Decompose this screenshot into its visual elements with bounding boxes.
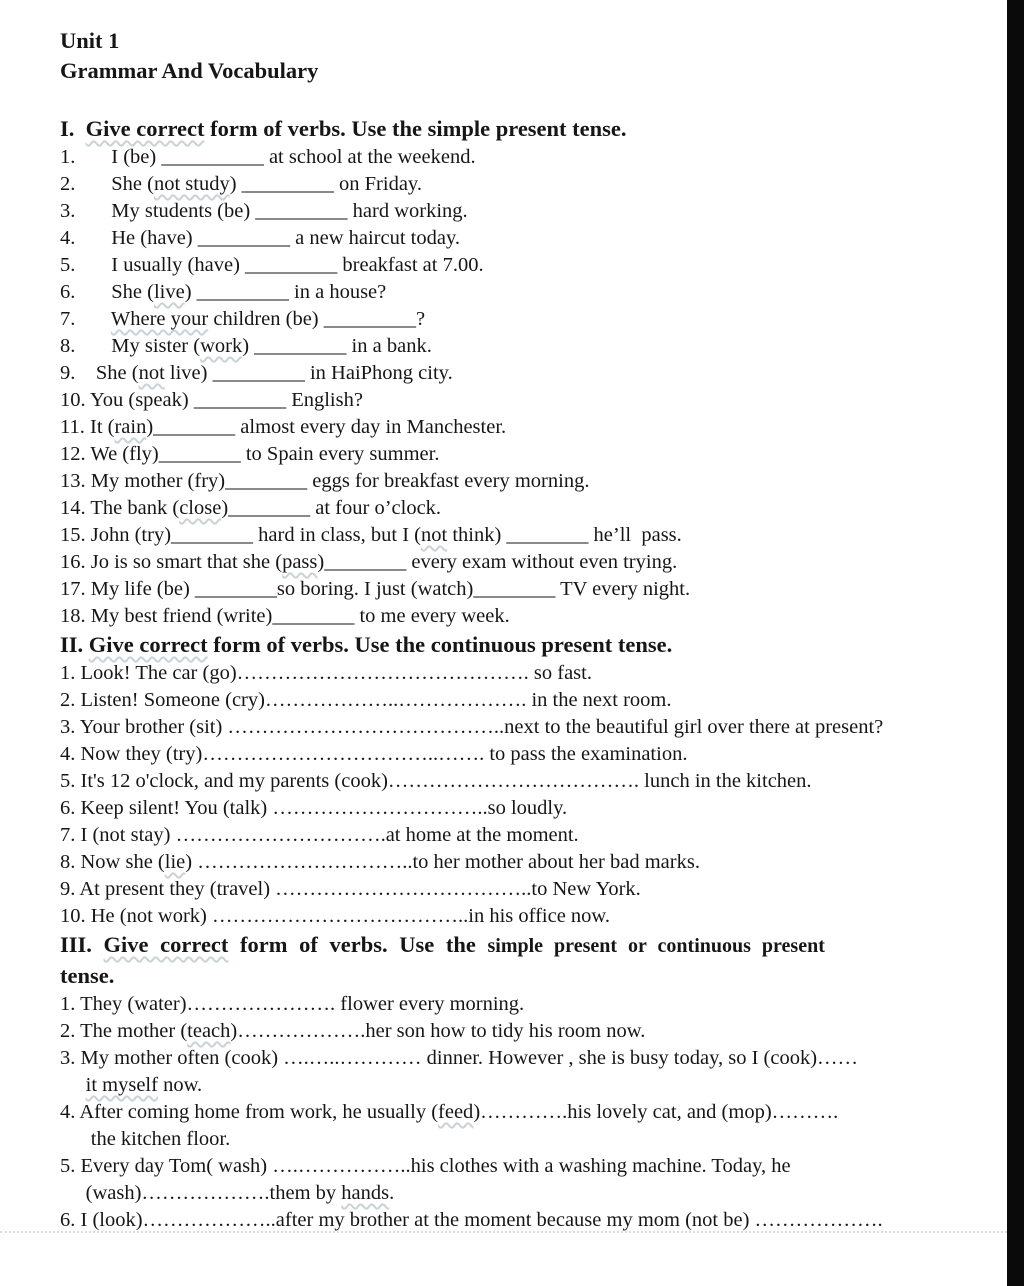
grammar-flagged-word: feed	[438, 1101, 474, 1123]
section-ii	[60, 630, 964, 930]
exercise-item-line	[60, 876, 964, 903]
title-block	[60, 26, 964, 86]
text-segment	[60, 1074, 86, 1096]
text-segment: )________ almost every day in Manchester.	[146, 416, 507, 438]
exercise-item-line	[60, 1045, 964, 1072]
text-segment: 10. He (not work) ………………………………..in his office now.	[60, 905, 611, 927]
text-segment: 6. Keep silent! You (talk) …………………………..so loudly.	[60, 797, 568, 819]
exercise-item-line	[60, 1099, 964, 1126]
exercise-item-line	[60, 1180, 964, 1207]
section-heading-line	[60, 630, 964, 660]
grammar-flagged-word: teach	[187, 1020, 231, 1042]
text-segment: 2. Listen! Someone (cry)………………..………………. in the next room.	[60, 689, 672, 711]
exercise-item-line	[60, 603, 964, 630]
text-segment: 2. The mother (	[60, 1020, 188, 1042]
text-segment: 9. At present they (travel) ………………………………..to New York.	[60, 878, 641, 900]
text-segment: 9. She (	[60, 362, 139, 384]
text-segment: )………….his lovely cat, and (mop)……….	[473, 1101, 839, 1123]
text-segment: 14. The bank (	[60, 497, 180, 519]
subject-title: Grammar And Vocabulary	[60, 58, 319, 83]
photo-edge-bar	[1007, 0, 1024, 1286]
section-i	[60, 114, 964, 630]
text-segment: 16. Jo is so smart that she (	[60, 551, 283, 573]
text-segment: .	[389, 1182, 395, 1204]
grammar-flagged-word: work	[200, 335, 243, 357]
text-segment: II.	[60, 632, 89, 657]
text-segment: 2. She (	[60, 173, 154, 195]
text-segment: )________ every exam without even trying.	[317, 551, 678, 573]
text-segment: 4. Now they (try)……………………………..……. to pass the examination.	[60, 743, 688, 765]
text-segment: 5. Every day Tom( wash) ….……………..his clothes with a washing machine. Today, he	[60, 1155, 791, 1177]
grammar-flagged-word: not	[420, 524, 448, 546]
text-segment: live) _________ in HaiPhong city.	[164, 362, 453, 384]
exercise-item-line	[60, 252, 964, 279]
text-segment: 4. He (have) _________ a new haircut today.	[60, 227, 461, 249]
exercise-item-line	[60, 768, 964, 795]
exercise-item-line	[60, 522, 964, 549]
exercise-item-line	[60, 198, 964, 225]
text-segment: ) _________ on Friday.	[229, 173, 422, 195]
grammar-flagged-word: close	[179, 497, 222, 519]
text-segment: form of verbs. Use the	[228, 932, 488, 957]
exercise-item-line	[60, 991, 964, 1018]
text-segment: think) ________ he’ll pass.	[447, 524, 682, 546]
section-heading-line	[60, 930, 964, 961]
text-segment: 18. My best friend (write)________ to me every week.	[60, 605, 510, 627]
text-segment: now.	[157, 1074, 203, 1096]
text-segment: 7.	[60, 308, 111, 330]
grammar-flagged-word: not study	[153, 173, 230, 195]
text-segment: 5. It's 12 o'clock, and my parents (cook)………………………………. lunch in the kitchen.	[60, 770, 812, 792]
worksheet-page	[60, 26, 964, 1234]
text-segment: I.	[60, 116, 86, 141]
grammar-flagged-word: live	[153, 281, 185, 303]
exercise-item-line	[60, 576, 964, 603]
exercise-item-line	[60, 795, 964, 822]
text-segment: ) …………………………..to her mother about her bad marks.	[185, 851, 700, 873]
exercise-item-line	[60, 441, 964, 468]
text-segment: 8. My sister (	[60, 335, 201, 357]
scan-artifact-line	[0, 1231, 1007, 1233]
text-segment: form of verbs. Use the simple present tense.	[204, 116, 627, 141]
grammar-flagged-word: pass	[282, 551, 318, 573]
text-segment: )……………….her son how to tidy his room now.	[230, 1020, 646, 1042]
exercise-item-line	[60, 360, 964, 387]
exercise-item-line	[60, 1018, 964, 1045]
text-segment: the kitchen floor.	[60, 1128, 231, 1150]
exercise-item-line	[60, 549, 964, 576]
text-segment: 12. We (fly)________ to Spain every summer.	[60, 443, 440, 465]
text-segment: ) _________ in a bank.	[242, 335, 432, 357]
exercise-item-line	[60, 144, 964, 171]
exercise-item-line	[60, 1153, 964, 1180]
text-segment: 11. It (	[60, 416, 115, 438]
grammar-flagged-word: Where your	[110, 308, 209, 330]
grammar-flagged-word: not	[138, 362, 165, 384]
exercise-item-line	[60, 468, 964, 495]
text-segment: 1. Look! The car (go)……………………………………. so fast.	[60, 662, 592, 684]
grammar-flagged-word: rain	[114, 416, 147, 438]
grammar-flagged-word: Give correct	[103, 932, 229, 957]
exercise-item-line	[60, 495, 964, 522]
document-body	[60, 114, 964, 1234]
exercise-item-line	[60, 687, 964, 714]
exercise-item-line	[60, 714, 964, 741]
text-segment: 8. Now she (	[60, 851, 165, 873]
grammar-flagged-word: lie	[164, 851, 186, 873]
exercise-item-line	[60, 414, 964, 441]
exercise-item-line	[60, 1207, 964, 1234]
text-segment: 13. My mother (fry)________ eggs for breakfast every morning.	[60, 470, 590, 492]
text-segment: 3. My mother often (cook) ….…..………… dinner. However , she is busy today, so I (cook)……	[60, 1047, 859, 1069]
text-segment: 10. You (speak) _________ English?	[60, 389, 363, 411]
section-heading-line	[60, 961, 964, 991]
text-segment: 6. She (	[60, 281, 154, 303]
exercise-item-line	[60, 741, 964, 768]
grammar-flagged-word: Give correct	[85, 116, 205, 141]
text-segment: 4. After coming home from work, he usually (	[60, 1101, 439, 1123]
grammar-flagged-word: Give correct	[88, 632, 208, 657]
exercise-item-line	[60, 387, 964, 414]
text-segment: 15. John (try)________ hard in class, but I (	[60, 524, 421, 546]
exercise-item-line	[60, 822, 964, 849]
exercise-item-line	[60, 1126, 964, 1153]
text-segment: tense.	[60, 963, 115, 988]
text-segment: 1. I (be) __________ at school at the weekend.	[60, 146, 476, 168]
section-iii	[60, 930, 964, 1234]
text-segment: form of verbs. Use the continuous present tense.	[207, 632, 673, 657]
text-segment: III.	[60, 932, 104, 957]
text-segment: 7. I (not stay) ………………………….at home at the moment.	[60, 824, 579, 846]
exercise-item-line	[60, 660, 964, 687]
exercise-item-line	[60, 849, 964, 876]
exercise-item-line	[60, 306, 964, 333]
exercise-item-line	[60, 279, 964, 306]
text-segment: 6. I (look)………………..after my brother at the moment because my mom (not be) ……………….	[60, 1209, 883, 1231]
exercise-item-line	[60, 171, 964, 198]
exercise-item-line	[60, 333, 964, 360]
text-segment: 1. They (water)…………………. flower every morning.	[60, 993, 525, 1015]
exercise-item-line	[60, 903, 964, 930]
grammar-flagged-word: hands	[341, 1182, 390, 1204]
text-segment: 3. My students (be) _________ hard working.	[60, 200, 468, 222]
section-heading-line	[60, 114, 964, 144]
text-segment: ) _________ in a house?	[184, 281, 387, 303]
exercise-item-line	[60, 1072, 964, 1099]
text-segment: 5. I usually (have) _________ breakfast at 7.00.	[60, 254, 484, 276]
text-segment: )________ at four o’clock.	[221, 497, 442, 519]
text-segment: 3. Your brother (sit) …………………………………..next to the beautiful girl over there at present?	[60, 716, 884, 738]
text-segment: children (be) _________?	[208, 308, 426, 330]
text-segment: 17. My life (be) ________so boring. I just (watch)________ TV every night.	[60, 578, 691, 600]
unit-title: Unit 1	[60, 28, 120, 53]
exercise-item-line	[60, 225, 964, 252]
grammar-flagged-word: it myself	[85, 1074, 158, 1096]
text-segment: simple present or continuous present	[487, 935, 825, 957]
text-segment: (wash)……………….them by	[60, 1182, 342, 1204]
